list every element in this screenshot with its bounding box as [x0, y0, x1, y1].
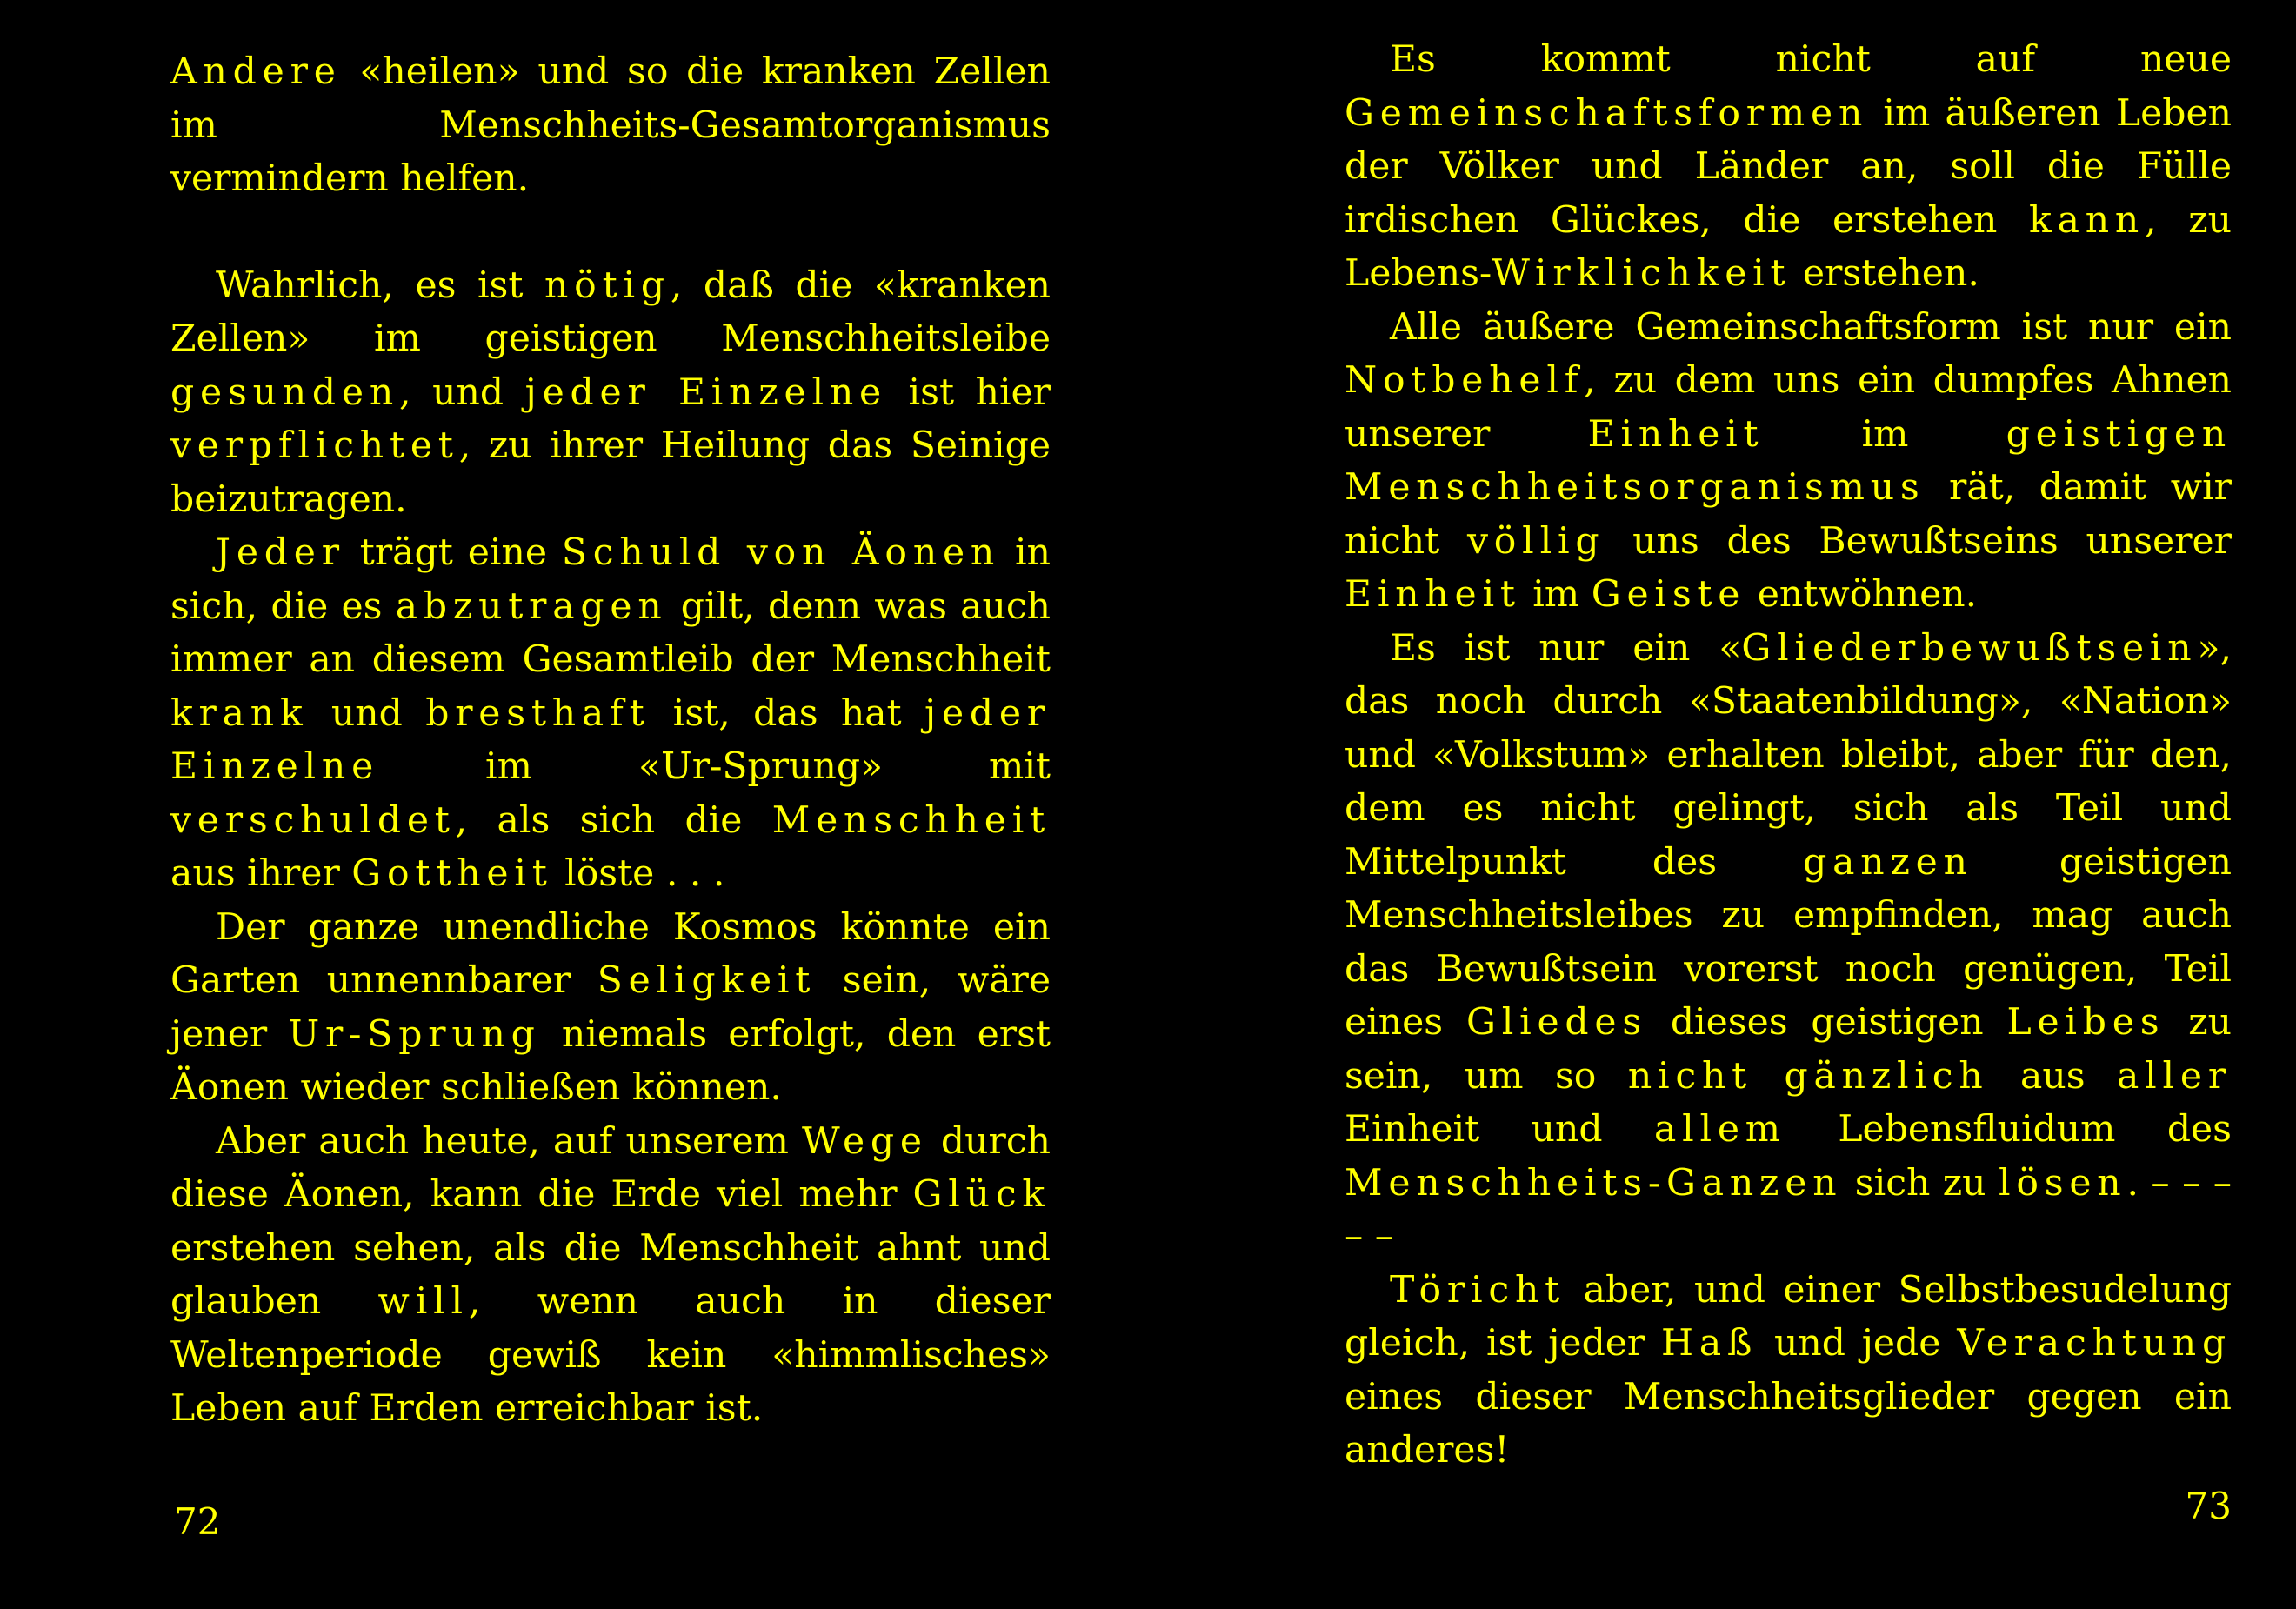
- paragraph: [170, 901, 1051, 1115]
- text-run: erstehen sehen, als die Menschheit ahnt und glauben: [170, 1226, 1051, 1323]
- right-page-text: [1345, 33, 2232, 1478]
- emphasized-text: bresthaft: [425, 691, 651, 735]
- emphasized-text: nicht: [1627, 1054, 1753, 1098]
- text-run: in sich, die es: [170, 531, 1051, 628]
- text-run: , wenn auch in dieser Weltenperiode gewiß kein «himmlisches» Leben auf Erden erreichbar ist.: [170, 1280, 1051, 1430]
- emphasized-text: geistigen Menschheitsorganismus: [1345, 412, 2232, 509]
- text-run: Lebensfluidum des: [1785, 1108, 2232, 1151]
- emphasized-text: Haß: [1661, 1322, 1759, 1365]
- emphasized-text: jeder Einzelne: [170, 691, 1051, 788]
- text-run: «heilen» und so die kranken Zellen im Menschheits-Gesamtorganismus vermindern helfen.: [170, 50, 1051, 200]
- page-number-left: 72: [174, 1500, 221, 1543]
- emphasized-text: Menschheit: [771, 798, 1051, 842]
- emphasized-text: Gliederbewußtsein: [1741, 626, 2198, 670]
- emphasized-text: Gottheit: [351, 852, 553, 895]
- emphasized-text: völlig: [1466, 519, 1605, 563]
- text-run: , als sich die: [455, 798, 772, 842]
- paragraph: [1345, 301, 2232, 622]
- text-run: eines dieser Menschheitsglieder gegen ein anderes!: [1345, 1375, 2232, 1472]
- text-run: Wahrlich, es ist: [216, 264, 545, 307]
- emphasized-text: Gliedes: [1465, 1001, 1647, 1044]
- emphasized-text: Andere: [170, 50, 342, 93]
- text-run: durch diese Äonen, kann die Erde viel mehr: [170, 1119, 1051, 1216]
- text-run: Alle äußere Gemeinschaftsform ist nur ein: [1390, 305, 2232, 349]
- text-run: im «Ur-Sprung» mit: [379, 745, 1051, 788]
- left-page: [170, 0, 1051, 1609]
- emphasized-text: abzutragen: [395, 584, 668, 628]
- emphasized-text: Notbehelf: [1345, 359, 1585, 402]
- text-run: aus ihrer: [170, 852, 352, 895]
- text-run: gilt, denn was auch immer an diesem Gesamtleib der Menschheit: [170, 584, 1051, 681]
- paragraph: [170, 1115, 1051, 1436]
- text-run: löste . . .: [552, 852, 725, 895]
- emphasized-text: Einheit: [1345, 573, 1521, 616]
- text-run: im äußeren Leben der Völker und Länder an, soll die Fülle irdischen Glückes, die erstehen: [1345, 91, 2232, 242]
- text-run: , zu dem uns ein dumpfes Ahnen unserer: [1345, 359, 2232, 456]
- text-run: sein, wäre jener: [170, 959, 1051, 1056]
- paragraph: [170, 259, 1051, 527]
- text-run: aber, und einer Selbstbesudelung gleich, ist jeder: [1345, 1268, 2232, 1365]
- emphasized-text: verpflichtet: [170, 424, 459, 467]
- text-run: . – – – – –: [1345, 1161, 2232, 1258]
- emphasized-text: lösen: [1998, 1161, 2127, 1205]
- emphasized-text: Einheit: [1587, 412, 1765, 456]
- text-run: rät, damit wir nicht: [1345, 466, 2232, 563]
- emphasized-text: aller: [2117, 1054, 2232, 1098]
- emphasized-text: gänzlich: [1784, 1054, 1989, 1098]
- text-run: , und: [399, 371, 525, 414]
- text-run: dieses geistigen: [1647, 1001, 2007, 1044]
- text-run: », das noch durch «Staatenbildung», «Nation» und «Volkstum» erhalten bleibt, aber für den, dem es nicht gelingt, sich als Teil und Mittelpunkt des: [1345, 626, 2232, 884]
- emphasized-text: Menschheits-Ganzen: [1345, 1161, 1843, 1205]
- text-run: geistigen Menschheitsleibes zu empfinden, mag auch das Bewußtsein vorerst noch genügen, Teil eines: [1345, 840, 2233, 1044]
- text-run: und jede: [1758, 1322, 1958, 1365]
- text-run: und: [308, 691, 426, 735]
- text-run: ist, das hat: [650, 691, 924, 735]
- emphasized-text: verschuldet: [170, 798, 456, 842]
- emphasized-text: jeder Einzelne: [524, 371, 887, 414]
- emphasized-text: Ur-Sprung: [288, 1012, 541, 1056]
- paragraph: [170, 45, 1051, 206]
- text-run: Der ganze unendliche Kosmos könnte ein Garten unnennbarer: [170, 905, 1051, 1002]
- text-run: uns des Bewußtseins unserer: [1605, 519, 2232, 563]
- paragraph: [170, 526, 1051, 901]
- text-run: aus: [1988, 1054, 2117, 1098]
- text-run: im: [1520, 573, 1592, 616]
- emphasized-text: will: [377, 1280, 469, 1323]
- emphasized-text: allem: [1653, 1108, 1786, 1151]
- emphasized-text: Jeder: [216, 531, 345, 574]
- text-run: sich zu: [1842, 1161, 1999, 1205]
- emphasized-text: Seligkeit: [597, 959, 817, 1002]
- text-run: entwöhnen.: [1745, 573, 1978, 616]
- emphasized-text: krank: [170, 691, 309, 735]
- emphasized-text: Leibes: [2006, 1001, 2166, 1044]
- text-run: Aber auch heute, auf unserem: [216, 1119, 802, 1163]
- emphasized-text: gesunden: [170, 371, 400, 414]
- right-page: [1345, 0, 2232, 1609]
- text-run: Es ist nur ein «: [1390, 626, 1742, 670]
- emphasized-text: ganzen: [1803, 840, 1973, 884]
- emphasized-text: Töricht: [1390, 1268, 1566, 1312]
- emphasized-text: Schuld von Äonen: [561, 531, 1001, 574]
- text-run: zu sein, um so: [1345, 1001, 2232, 1098]
- emphasized-text: Glück: [912, 1173, 1051, 1216]
- text-run: erstehen.: [1791, 252, 1979, 295]
- emphasized-text: nötig: [544, 264, 671, 307]
- text-run: Einheit und: [1345, 1108, 1654, 1151]
- text-run: trägt eine: [344, 531, 562, 574]
- emphasized-text: Verachtung: [1957, 1322, 2232, 1365]
- paragraph: [1345, 1264, 2232, 1478]
- text-run: ist hier: [887, 371, 1051, 414]
- paragraph: [1345, 622, 2232, 1264]
- left-page-text: [170, 45, 1051, 1436]
- paragraph: [1345, 33, 2232, 301]
- text-run: , zu ihrer Heilung das Seinige beizutragen.: [170, 424, 1051, 521]
- page-number-right: 73: [2185, 1485, 2232, 1527]
- text-run: Es kommt nicht auf neue: [1390, 38, 2232, 81]
- emphasized-text: kann: [2029, 198, 2146, 242]
- emphasized-text: Wege: [801, 1119, 928, 1163]
- emphasized-text: Wirklichkeit: [1492, 252, 1792, 295]
- text-run: im: [1764, 412, 2006, 456]
- text-run: , zu Lebens-: [1345, 198, 2232, 295]
- text-run: niemals erfolgt, den erst Äonen wieder schließen können.: [170, 1012, 1051, 1109]
- emphasized-text: Geiste: [1591, 573, 1746, 616]
- text-run: [1752, 1055, 1784, 1098]
- text-run: , daß die «kranken Zellen» im geistigen Menschheitsleibe: [170, 264, 1051, 360]
- emphasized-text: Gemeinschaftsformen: [1345, 91, 1869, 135]
